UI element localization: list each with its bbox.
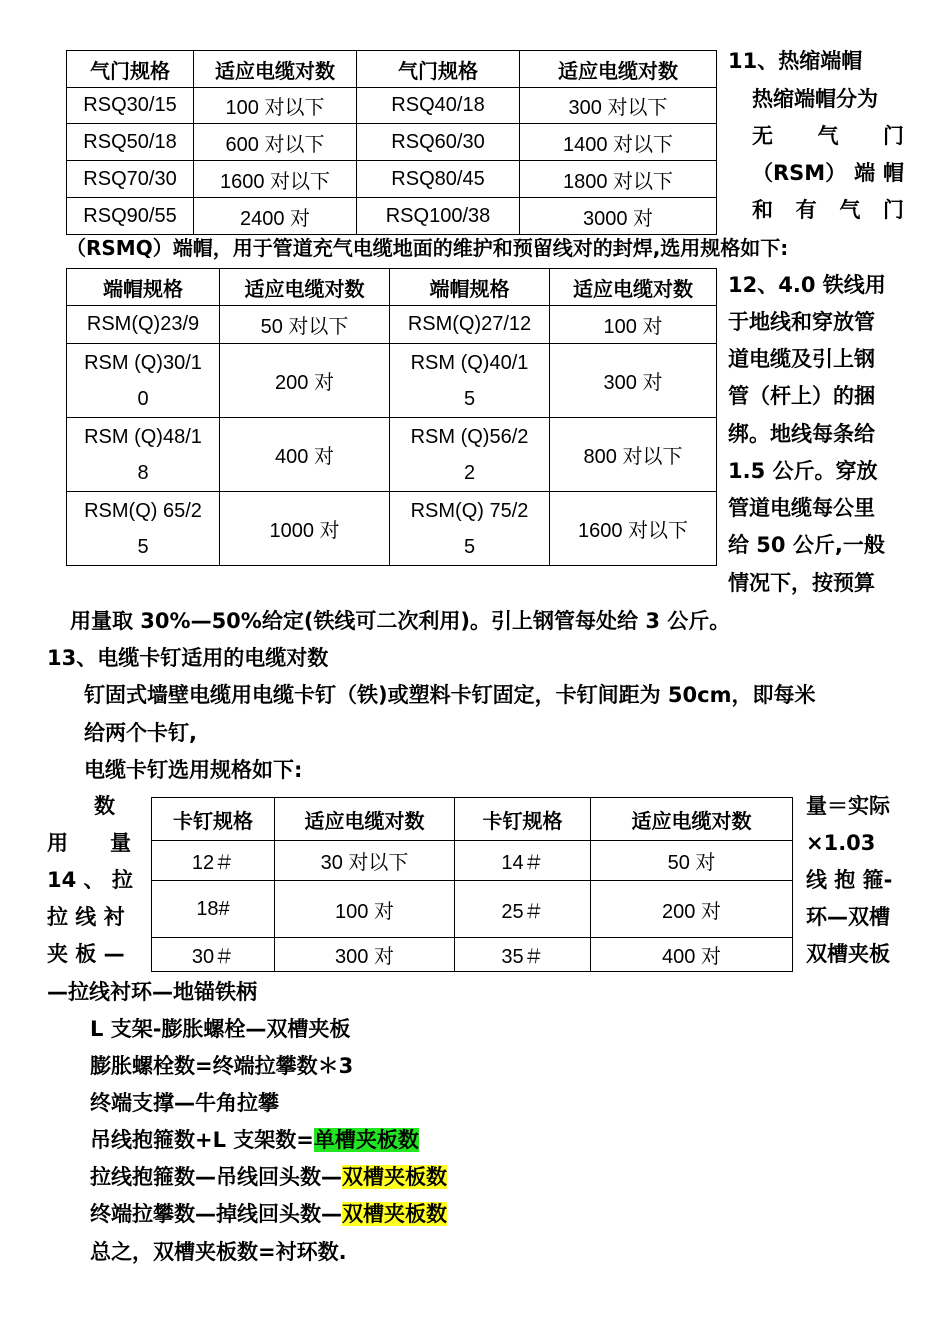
header-cell: 气门规格 (357, 51, 520, 88)
wrap-text-line: 环—双槽 (806, 905, 890, 929)
wrap-text-line: 用 量 (47, 831, 131, 855)
table-header-row (67, 269, 717, 306)
table-cell: 600 对以下 (194, 124, 357, 161)
valve-spec-table (66, 50, 717, 235)
table-cell: 200 对 (591, 881, 793, 938)
text-fragment: 和 (752, 198, 773, 222)
header-cell: 适应电缆对数 (591, 798, 793, 841)
wrap-text-line: 14 、 拉 (47, 868, 133, 892)
table-row (67, 198, 717, 235)
section-11-line: 热缩端帽分为 (752, 87, 878, 111)
text-fragment: （RSM） (752, 161, 847, 185)
section-12-line: 1.5 公斤。穿放 (728, 459, 878, 483)
header-cell: 卡钉规格 (152, 798, 275, 841)
formula-line: 终端支撑—牛角拉攀 (90, 1091, 279, 1115)
table-cell (390, 306, 550, 344)
table-cell: RSQ100/38 (357, 198, 520, 235)
formula-line (90, 1196, 447, 1233)
section-12-line: 情况下，按预算 (728, 571, 875, 595)
table-cell: 35＃ (455, 938, 591, 972)
cell-line: RSM (Q)40/1 (410, 351, 529, 374)
text-fragment: 端 (854, 161, 876, 185)
table-cell: 1600 对以下 (550, 492, 717, 566)
table-cell: 400 对 (591, 938, 793, 972)
table-cell (390, 418, 550, 492)
table-row (152, 938, 793, 972)
table-cell: 100 对 (275, 881, 455, 938)
table-cell (390, 492, 550, 566)
wrap-text-line: 双槽夹板 (806, 942, 890, 966)
section-11-line (752, 155, 904, 192)
formula-line: 膨胀螺栓数=终端拉攀数＊3 (90, 1054, 354, 1078)
table-row (67, 344, 717, 418)
table-row (67, 88, 717, 124)
table-cell: 3000 对 (520, 198, 717, 235)
header-cell: 端帽规格 (67, 269, 220, 306)
table-header-row (67, 51, 717, 88)
header-cell: 适应电缆对数 (220, 269, 390, 306)
table-cell: 1000 对 (220, 492, 390, 566)
table-cell: RSQ80/45 (357, 161, 520, 198)
header-cell: 适应电缆对数 (194, 51, 357, 88)
table-cell: 200 对 (220, 344, 390, 418)
table-cell: 300 对 (275, 938, 455, 972)
table-cell: 2400 对 (194, 198, 357, 235)
cable-clip-spec-table (151, 797, 793, 972)
text-fragment: 门 (882, 198, 904, 222)
table-row (152, 841, 793, 881)
header-cell: 适应电缆对数 (550, 269, 717, 306)
table-cell: 14＃ (455, 841, 591, 881)
section-13-paragraph: 钉固式墙壁电缆用电缆卡钉（铁)或塑料卡钉固定，卡钉间距为 50cm，即每米 (84, 683, 816, 707)
table-cell: 12＃ (152, 841, 275, 881)
table-cell: 1600 对以下 (194, 161, 357, 198)
table-row (67, 161, 717, 198)
text-fragment: 气 (817, 124, 839, 148)
table-cell: RSQ90/55 (67, 198, 194, 235)
table-row (67, 124, 717, 161)
cell-line: RSM(Q)27/12 (407, 313, 532, 335)
text-fragment: 帽 (882, 161, 904, 185)
table-cell: 300 对以下 (520, 88, 717, 124)
cell-line: 0 (137, 387, 149, 410)
section-12-line: 管道电缆每公里 (728, 496, 875, 520)
cell-line: RSM(Q)23/9 (86, 313, 200, 335)
section-11-continuation: （RSMQ）端帽，用于管道充气电缆地面的维护和预留线对的封焊,选用规格如下: (66, 236, 789, 260)
section-11-title: 11、热缩端帽 (728, 49, 863, 73)
section-14-continuation: —拉线衬环—地锚铁柄 (47, 980, 257, 1004)
table-cell: 50 对 (591, 841, 793, 881)
table-cell (67, 344, 220, 418)
table-cell: 18# (152, 881, 275, 938)
table-header-row (152, 798, 793, 841)
section-11-line (752, 192, 904, 229)
formula-text: 拉线抱箍数—吊线回头数— (90, 1165, 342, 1189)
formula-line (90, 1159, 447, 1196)
wrap-text-line: 拉 线 衬 (47, 905, 125, 929)
section-12-line: 于地线和穿放管 (728, 310, 875, 334)
cell-line: RSM (Q)48/1 (84, 425, 202, 448)
cell-line: RSM (Q)30/1 (84, 351, 202, 374)
table-cell: 25＃ (455, 881, 591, 938)
table-row (67, 306, 717, 344)
table-cell: 400 对 (220, 418, 390, 492)
formula-text: 吊线抱箍数+L 支架数= (90, 1128, 314, 1152)
highlighted-term: 双槽夹板数 (342, 1165, 447, 1189)
table-row (67, 418, 717, 492)
table-cell (67, 306, 220, 344)
wrap-text-line: 量＝实际 (806, 794, 890, 818)
wrap-text-line: 线 抱 箍- (806, 868, 893, 892)
text-fragment: 气 (839, 198, 861, 222)
cell-line: 5 (137, 535, 149, 558)
table-cell (390, 344, 550, 418)
section-12-line: 管（杆上）的捆 (728, 384, 875, 408)
wrap-text-line: 数 (94, 794, 115, 818)
section-12-line: 给 50 公斤,一般 (728, 533, 885, 557)
highlighted-term: 双槽夹板数 (342, 1202, 447, 1226)
section-12-continuation: 用量取 30%—50%给定(铁线可二次利用)。引上钢管每处给 3 公斤。 (70, 609, 731, 633)
cell-line: 2 (463, 461, 476, 484)
cell-line: 5 (463, 535, 476, 558)
table-cell: RSQ40/18 (357, 88, 520, 124)
table-cell: RSQ50/18 (67, 124, 194, 161)
cell-line: RSM(Q) 75/2 (410, 499, 529, 522)
formula-line (90, 1122, 419, 1159)
table-cell (67, 418, 220, 492)
section-11-line (752, 118, 904, 155)
summary-line: 总之，双槽夹板数=衬环数. (90, 1240, 347, 1264)
cell-line: 5 (463, 387, 476, 410)
table-cell: RSQ60/30 (357, 124, 520, 161)
section-12-line: 12、4.0 铁线用 (728, 273, 886, 297)
table-cell (67, 492, 220, 566)
text-fragment: 无 (752, 124, 773, 148)
cell-line: RSM (Q)56/2 (410, 425, 529, 448)
table-cell: 300 对 (550, 344, 717, 418)
header-cell: 气门规格 (67, 51, 194, 88)
table-cell: 100 对以下 (194, 88, 357, 124)
table-cell: 1800 对以下 (520, 161, 717, 198)
header-cell: 适应电缆对数 (520, 51, 717, 88)
section-12-line: 道电缆及引上钢 (728, 347, 875, 371)
table-cell: 50 对以下 (220, 306, 390, 344)
wrap-text-line: ×1.03 (806, 831, 876, 855)
section-13-title: 13、电缆卡钉适用的电缆对数 (47, 646, 329, 670)
text-fragment: 门 (883, 124, 904, 148)
table-cell: RSQ30/15 (67, 88, 194, 124)
wrap-text-line: 夹 板 — (47, 942, 125, 966)
header-cell: 端帽规格 (390, 269, 550, 306)
section-13-paragraph: 给两个卡钉, (84, 721, 197, 745)
table-cell: 1400 对以下 (520, 124, 717, 161)
table-cell: 30 对以下 (275, 841, 455, 881)
section-12-line: 绑。地线每条给 (728, 422, 875, 446)
formula-line: L 支架-膨胀螺栓—双槽夹板 (90, 1017, 351, 1041)
table-row (152, 881, 793, 938)
section-13-paragraph: 电缆卡钉选用规格如下: (84, 758, 303, 782)
formula-text: 终端拉攀数—掉线回头数— (90, 1202, 342, 1226)
table-row (67, 492, 717, 566)
table-cell: 800 对以下 (550, 418, 717, 492)
table-cell: 30＃ (152, 938, 275, 972)
end-cap-spec-table (66, 268, 717, 566)
header-cell: 适应电缆对数 (275, 798, 455, 841)
text-fragment: 有 (795, 198, 817, 222)
cell-line: 8 (137, 461, 149, 484)
table-cell: 100 对 (550, 306, 717, 344)
table-cell: RSQ70/30 (67, 161, 194, 198)
highlighted-term: 单槽夹板数 (313, 1128, 419, 1152)
cell-line: RSM(Q) 65/2 (84, 499, 202, 522)
header-cell: 卡钉规格 (455, 798, 591, 841)
